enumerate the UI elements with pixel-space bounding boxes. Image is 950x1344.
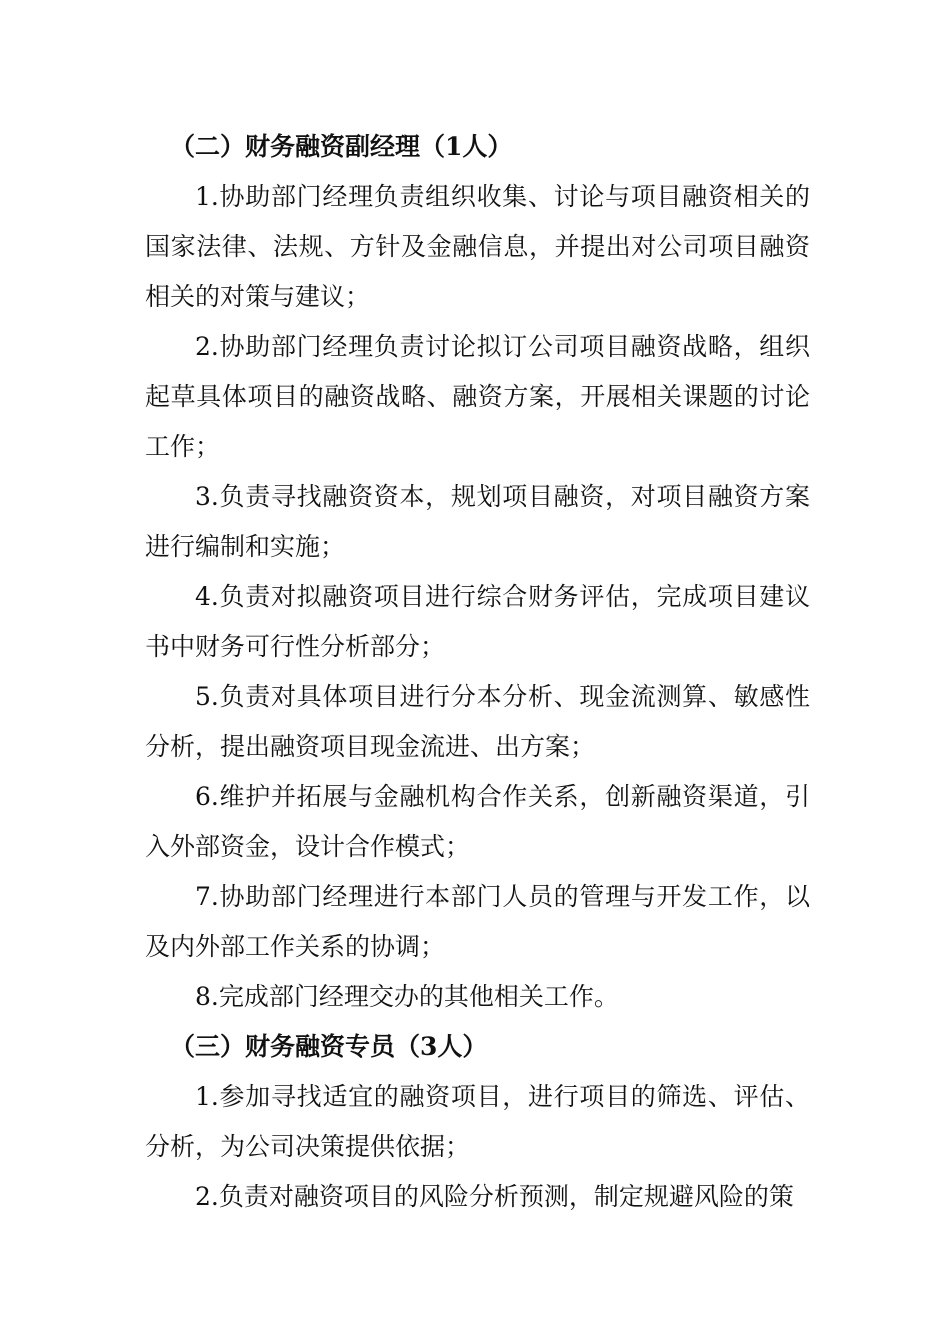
section-heading-specialist: （三）财务融资专员（3人） [170, 1032, 488, 1061]
duty-item: 2.协助部门经理负责讨论拟订公司项目融资战略，组织起草具体项目的融资战略、融资方案，开展相关课题的讨论工作； [145, 332, 810, 461]
section-heading-deputy-manager: （二）财务融资副经理（1人） [170, 132, 513, 161]
duty-item: 3.负责寻找融资资本，规划项目融资，对项目融资方案进行编制和实施； [145, 482, 810, 561]
duty-item: 1.协助部门经理负责组织收集、讨论与项目融资相关的国家法律、法规、方针及金融信息，并提出对公司项目融资相关的对策与建议； [145, 182, 810, 311]
duty-item: 4.负责对拟融资项目进行综合财务评估，完成项目建议书中财务可行性分析部分； [145, 582, 810, 661]
duty-item: 7.协助部门经理进行本部门人员的管理与开发工作，以及内外部工作关系的协调； [145, 882, 810, 961]
document-body [145, 122, 810, 1222]
duty-item: 2.负责对融资项目的风险分析预测，制定规避风险的策 [195, 1182, 794, 1211]
duty-item: 6.维护并拓展与金融机构合作关系，创新融资渠道，引入外部资金，设计合作模式； [145, 782, 810, 861]
duty-item: 5.负责对具体项目进行分本分析、现金流测算、敏感性分析，提出融资项目现金流进、出方案； [145, 682, 810, 761]
duty-item: 1.参加寻找适宜的融资项目，进行项目的筛选、评估、分析，为公司决策提供依据； [145, 1082, 810, 1161]
duty-item: 8.完成部门经理交办的其他相关工作。 [195, 982, 619, 1011]
